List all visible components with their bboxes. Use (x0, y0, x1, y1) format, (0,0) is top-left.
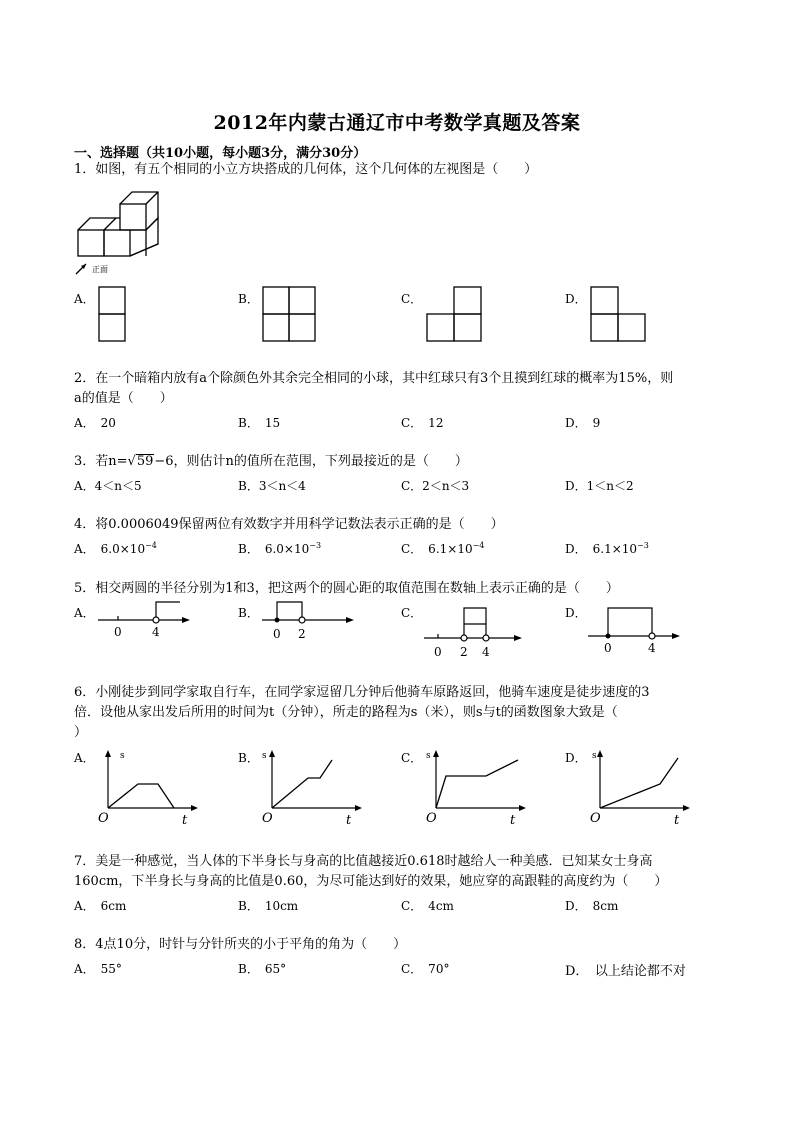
q4-option-d[interactable] (565, 540, 649, 557)
question-2-line-1: 2．在一个暗箱内放有a个除颜色外其余完全相同的小球，其中红球只有3个且摸到红球的概率为15%，则 (74, 371, 674, 386)
question-7-line-1: 7．美是一种感觉，当人体的下半身长与身高的比值越接近0.618时越给人一种美感．已知某女士身高 (74, 854, 653, 869)
q5-option-d-label[interactable]: D． (565, 606, 587, 620)
q5a-tick-4: 4 (152, 625, 160, 639)
q1-option-b-label[interactable]: B． (238, 292, 259, 306)
q2-option-b[interactable]: B． 15 (238, 416, 281, 430)
q6-option-a-graph (96, 746, 202, 828)
q6a-axis-s: s (120, 751, 125, 761)
q3-option-d[interactable]: D．1＜n＜2 (565, 479, 634, 493)
question-3-text (74, 452, 468, 472)
question-2-line-2: a的值是（ ） (74, 391, 173, 406)
q2-option-c[interactable]: C． 12 (401, 416, 444, 430)
question-7-line-2: 160cm，下半身长与身高的比值是0.60，为尽可能达到好的效果，她应穿的高跟鞋的高度约为（ ） (74, 874, 668, 889)
q6a-origin: O (98, 811, 109, 826)
q3-radicand: 59 (136, 454, 154, 469)
q6c-axis-s: s (426, 751, 431, 761)
q8-option-d[interactable]: D． 以上结论都不对 (565, 964, 686, 979)
question-6-line-2: 倍．设他从家出发后所用的时间为t（分钟），所走的路程为s（米），则s与t的函数图象大致是（ (74, 705, 618, 720)
q6-option-c-label[interactable]: C． (401, 751, 423, 765)
q1-option-b-figure (262, 286, 318, 344)
q5-option-b-label[interactable]: B． (238, 606, 259, 620)
q6-option-b-graph (260, 746, 366, 828)
q5d-tick-0: 0 (604, 641, 612, 655)
page-title: 2012年内蒙古通辽市中考数学真题及答案 (213, 112, 581, 134)
q5b-tick-0: 0 (273, 627, 281, 641)
q1-option-c-label[interactable]: C． (401, 292, 423, 306)
q6-option-d-label[interactable]: D． (565, 751, 587, 765)
q3-text-pre: 3．若n= (74, 454, 128, 469)
question-5-text: 5．相交两圆的半径分别为1和3，把这两个的圆心距的取值范围在数轴上表示正确的是（ ） (74, 581, 619, 596)
q3-option-a[interactable]: A．4＜n＜5 (74, 479, 142, 493)
q5b-tick-2: 2 (298, 627, 306, 641)
q1-option-d-label[interactable]: D． (565, 292, 587, 306)
q4-option-a[interactable] (74, 540, 157, 557)
q8-option-b[interactable]: B． 65° (238, 962, 287, 976)
q1-option-a-label[interactable]: A． (74, 292, 95, 306)
q4-option-c-exp: −4 (472, 541, 485, 550)
q7-option-d[interactable]: D． 8cm (565, 899, 619, 913)
q5-option-c-numberline (420, 600, 530, 658)
q1-option-a-figure (98, 286, 128, 344)
q8-option-c[interactable]: C． 70° (401, 962, 450, 976)
q4-option-a-exp: −4 (145, 541, 157, 550)
q8-option-a[interactable]: A． 55° (74, 962, 122, 976)
q6c-axis-t: t (510, 813, 516, 828)
q5-option-c-label[interactable]: C． (401, 606, 423, 620)
q7-option-c[interactable]: C． 4cm (401, 899, 454, 913)
q3-option-b[interactable]: B．3＜n＜4 (238, 479, 306, 493)
q4-option-b-exp: −3 (309, 541, 322, 550)
q6b-axis-s: s (262, 751, 267, 761)
question-8-text: 8．4点10分，时针与分针所夹的小于平角的角为（ ） (74, 937, 407, 952)
q6a-axis-t: t (182, 813, 188, 828)
q5-option-b-numberline (258, 596, 358, 644)
q4-option-c-base: C． 6.1×10 (401, 542, 473, 556)
q5c-tick-0: 0 (434, 645, 442, 658)
q5d-tick-4: 4 (648, 641, 656, 655)
q5-option-a-numberline (94, 596, 194, 644)
q6-option-b-label[interactable]: B． (238, 751, 259, 765)
question-4-text: 4．将0.0006049保留两位有效数字并用科学记数法表示正确的是（ ） (74, 517, 504, 532)
q5-option-d-numberline (584, 600, 688, 658)
q4-option-d-exp: −3 (637, 541, 649, 550)
q1-option-d-figure (590, 286, 648, 344)
q2-option-a[interactable]: A． 20 (74, 416, 116, 430)
q7-option-a[interactable]: A． 6cm (74, 899, 127, 913)
q6d-axis-t: t (674, 813, 680, 828)
question-1-text: 1．如图，有五个相同的小立方块搭成的几何体，这个几何体的左视图是（ ） (74, 162, 538, 177)
q5c-tick-4: 4 (482, 645, 490, 658)
q7-option-b[interactable]: B． 10cm (238, 899, 299, 913)
section-heading: 一、选择题（共10小题，每小题3分，满分30分） (74, 146, 367, 161)
sqrt-symbol: √ (127, 454, 136, 469)
question-6-line-3: ） (74, 725, 88, 740)
q6b-axis-t: t (346, 813, 352, 828)
q6-option-d-graph (588, 746, 694, 828)
q5c-tick-2: 2 (460, 645, 468, 658)
q4-option-c[interactable] (401, 540, 484, 557)
q4-option-b[interactable] (238, 540, 321, 557)
q1-solid-figure (72, 182, 172, 278)
q6c-origin: O (426, 811, 437, 826)
q1-option-c-figure (426, 286, 484, 344)
q5-option-a-label[interactable]: A． (74, 606, 95, 620)
q6d-origin: O (590, 811, 601, 826)
q3-text-post: −6，则估计n的值所在范围，下列最接近的是（ ） (154, 454, 468, 469)
q6b-origin: O (262, 811, 273, 826)
front-label: 正面 (92, 265, 108, 274)
q4-option-d-base: D． 6.1×10 (565, 542, 638, 556)
q4-option-b-base: B． 6.0×10 (238, 542, 310, 556)
question-6-line-1: 6．小刚徒步到同学家取自行车，在同学家逗留几分钟后他骑车原路返回，他骑车速度是徒步速度的3 (74, 685, 650, 700)
q2-option-d[interactable]: D． 9 (565, 416, 601, 430)
q3-option-c[interactable]: C．2＜n＜3 (401, 479, 470, 493)
q6-option-c-graph (424, 746, 530, 828)
q6d-axis-s: s (592, 751, 597, 761)
q6-option-a-label[interactable]: A． (74, 751, 95, 765)
q5a-tick-0: 0 (114, 625, 122, 639)
q4-option-a-base: A． 6.0×10 (74, 542, 146, 556)
